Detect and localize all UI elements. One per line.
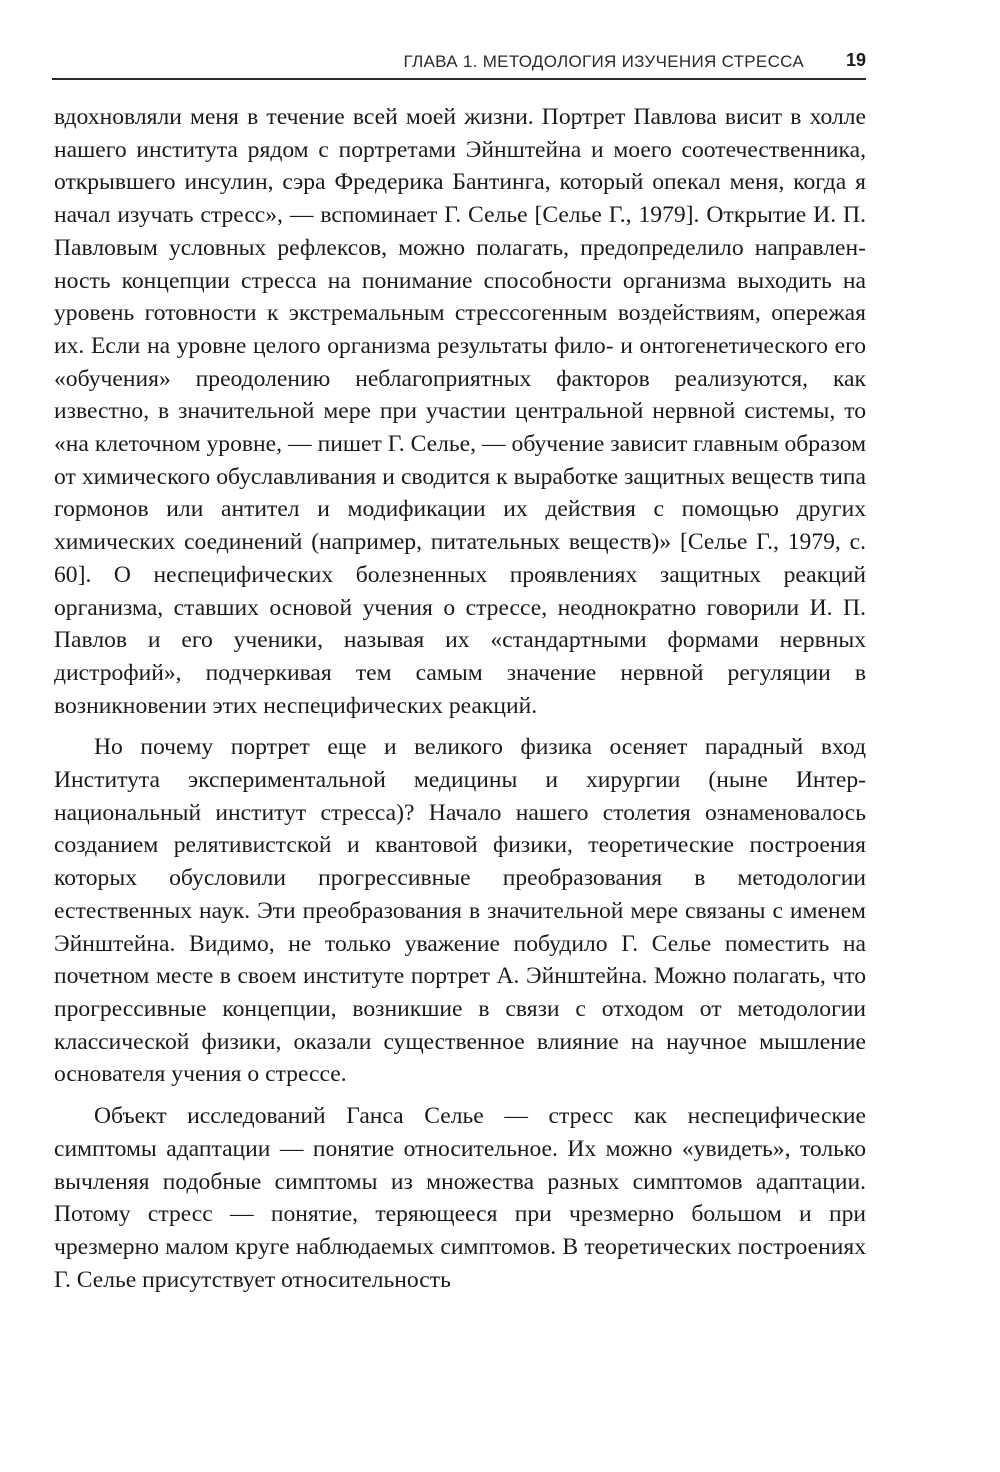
paragraph: Объект исследований Ганса Селье — стресс как неспецифические симптомы адаптации — понятие относительное. Их можно «увидеть», только вычленяя подобные симптомы из множества разных симптомов адаптации. Потому стресс — понятие, теряющееся при чрезмерно большом и при чрезмерно малом круге наблюдаемых симптомов. В теоретических построениях Г. Селье присутствует относительность bbox=[54, 1103, 866, 1293]
page-number: 19 bbox=[845, 50, 866, 70]
paragraph: Но почему портрет еще и великого физика осеняет парадный вход Института экспериментальной медицины и хирургии (ныне Интернациональный институт стресса)? Начало нашего столетия ознаменовалось созданием релятивистской и квантовой физики, теоретические построения которых обусловили прогрессивные преобразования в методологии естественных наук. Эти преобразования в значительной мере связаны с именем Эйнштейна. Видимо, не только уважение побудило Г. Селье поместить на почетном месте в своем институте портрет А. Эйнштейна. Можно полагать, что прогрессивные концепции, возникшие в связи с отходом от методологии классической физики, оказали существенное влияние на научное мышление основателя учения о стрессе. bbox=[54, 734, 866, 1088]
chapter-title: ГЛАВА 1. МЕТОДОЛОГИЯ ИЗУЧЕНИЯ СТРЕССА bbox=[403, 52, 804, 71]
paragraph-continued: вдохновляли меня в течение всей моей жизни. Портрет Павлова висит в холле нашего института рядом с портретами Эйнштейна и моего соотечественника, открывшего инсулин, сэра Фредерика Бантинга, который опекал меня, когда я начал изучать стресс», — вспоминает Г. Селье [Селье Г., 1979]. Открытие И. П. Павловым условных рефлексов, можно полагать, предопределило направленность концепции стресса на понимание способности организма выходить на уровень готовности к экстремальным стрессогенным воздействиям, опережая их. Если на уровне целого организма результаты фило- и онтогенетического его «обучения» преодолению неблагоприятных факторов реализуются, как известно, в значительной мере при участии центральной нервной системы, то «на клеточном уровне, — пишет Г. Селье, — обучение зависит главным образом от химического обуславливания и сводится к выработке защитных веществ типа гормонов или антител и модификации их действия с помощью других химических соединений (например, питательных веществ)» [Селье Г., 1979, с. 60]. О неспецифических болезненных проявлениях защитных реакций организма, ставших основой учения о стрессе, неоднократно говорили И. П. Павлов и его ученики, называя их «стандартными формами нервных дистрофий», подчеркивая тем самым значение нервной регуляции в возникновении этих неспецифических реакций. bbox=[54, 104, 866, 719]
body-text bbox=[54, 101, 866, 1296]
running-header bbox=[52, 48, 866, 80]
